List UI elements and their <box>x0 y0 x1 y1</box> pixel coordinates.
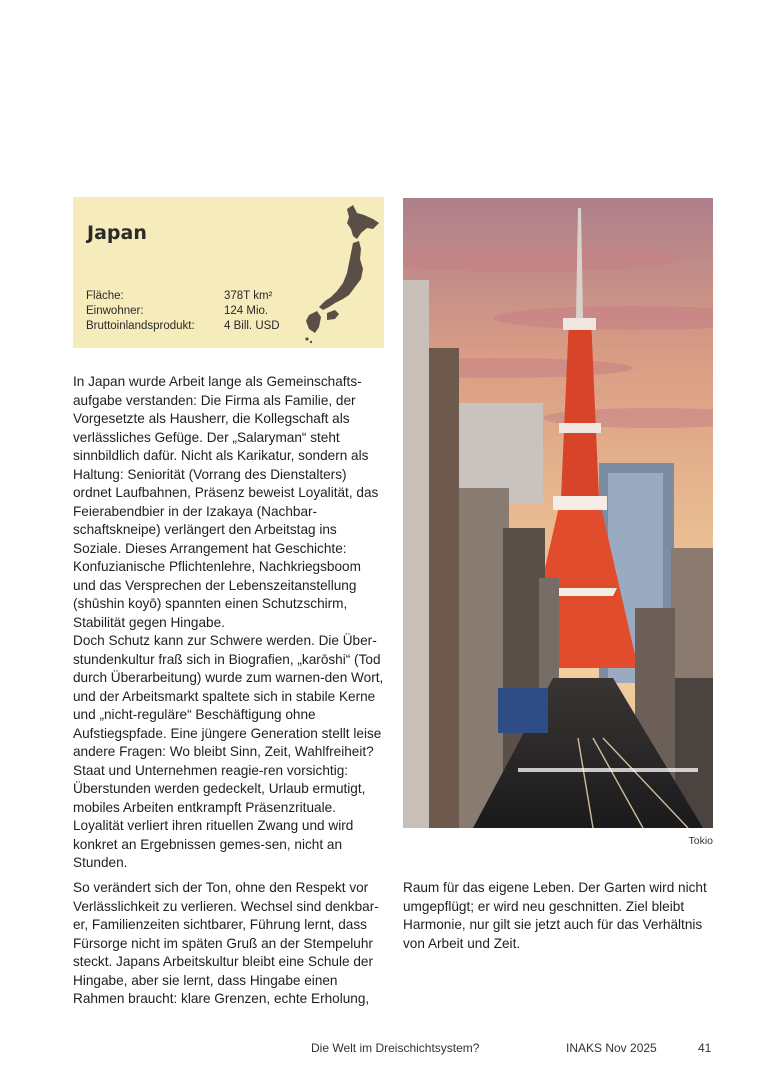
article-paragraph: Doch Schutz kann zur Schwere werden. Die Über-stundenkultur fraß sich in Biografien, „karōshi“ (Tod durch Überarbeitung) wurde zum warnen-den Wort, und der Arbeitsmarkt spaltete sich in stabile Kerne und „nicht-reguläre“ Beschäftigung ohne Aufstiegspfade. Eine jüngere Generation stellt leise andere Fragen: Wo bleibt Sinn, Zeit, Wahlfreiheit? Staat und Unternehmen reagie-ren vorsichtig: Überstunden werden gedeckelt, Urlaub ermutigt, mobiles Arbeiten entkrampft Präsenzrituale. Loyalität verliert ihren rituellen Zwang und wird konkret an Ergebnissen gemes-sen, nicht an Stunden. <box>73 633 384 870</box>
photo-caption: Tokio <box>688 835 713 847</box>
article-paragraph: In Japan wurde Arbeit lange als Gemeinschafts-aufgabe verstanden: Die Firma als Familie, der Vorgesetzte als Hausherr, die Kollegschaft als verlässliches Gefüge. Der „Salaryman“ steht sinnbildlich dafür. Nicht als Karikatur, sondern als Haltung: Seniorität (Vorrang des Dienstalters) ordnet Laufbahnen, Präsenz beweist Loyalität, das Feierabendbier in der Izakaya (Nachbar-schaftskneipe) verlängert den Arbeitstag ins Soziale. Dieses Arrangement hat Geschichte: Konfuzianische Pflichtenlehre, Nachkriegsboom und das Versprechen der Lebenszeitanstellung (shūshin koyō) spannten einen Schutzschirm, Stabilität gegen Hingabe. <box>73 374 379 630</box>
fact-value: 124 Mio. <box>224 305 269 317</box>
country-infobox <box>73 197 384 348</box>
fact-label: Fläche: <box>86 290 124 302</box>
page-number: 41 <box>698 1041 712 1055</box>
fact-value: 378T km² <box>224 290 273 302</box>
fact-row <box>86 319 280 334</box>
fact-label: Bruttoinlandsprodukt: <box>86 320 195 332</box>
fact-row <box>86 289 280 304</box>
article-column-1-lower <box>73 879 385 1009</box>
infobox-title: Japan <box>87 222 147 244</box>
infobox-facts <box>86 289 280 334</box>
tokyo-photo-illustration <box>403 198 713 828</box>
fact-row <box>86 304 280 319</box>
article-column-1 <box>73 373 385 873</box>
tokyo-tower-photo <box>403 198 713 828</box>
article-column-2 <box>403 879 715 953</box>
article-paragraph: So verändert sich der Ton, ohne den Respekt vor Verlässlichkeit zu verlieren. Wechsel sind denkbar-er, Familienzeiten sichtbarer, Führung lernt, dass Fürsorge nicht im späten Gruß an der Stempeluhr steckt. Japans Arbeitskultur bleibt eine Schule der Hingabe, aber sie lernt, dass Hingabe einen Rahmen braucht: klare Grenzen, echte Erholung, <box>73 880 379 1006</box>
footer-magazine: INAKS Nov 2025 <box>566 1041 657 1055</box>
fact-label: Einwohner: <box>86 305 144 317</box>
japan-map-icon <box>301 203 381 345</box>
article-paragraph: Raum für das eigene Leben. Der Garten wird nicht umgepflügt; er wird neu geschnitten. Ziel bleibt Harmonie, nur gilt sie jetzt auch für das Verhältnis von Arbeit und Zeit. <box>403 880 707 951</box>
fact-value: 4 Bill. USD <box>224 320 280 332</box>
footer-title: Die Welt im Dreischichtsystem? <box>311 1041 480 1055</box>
